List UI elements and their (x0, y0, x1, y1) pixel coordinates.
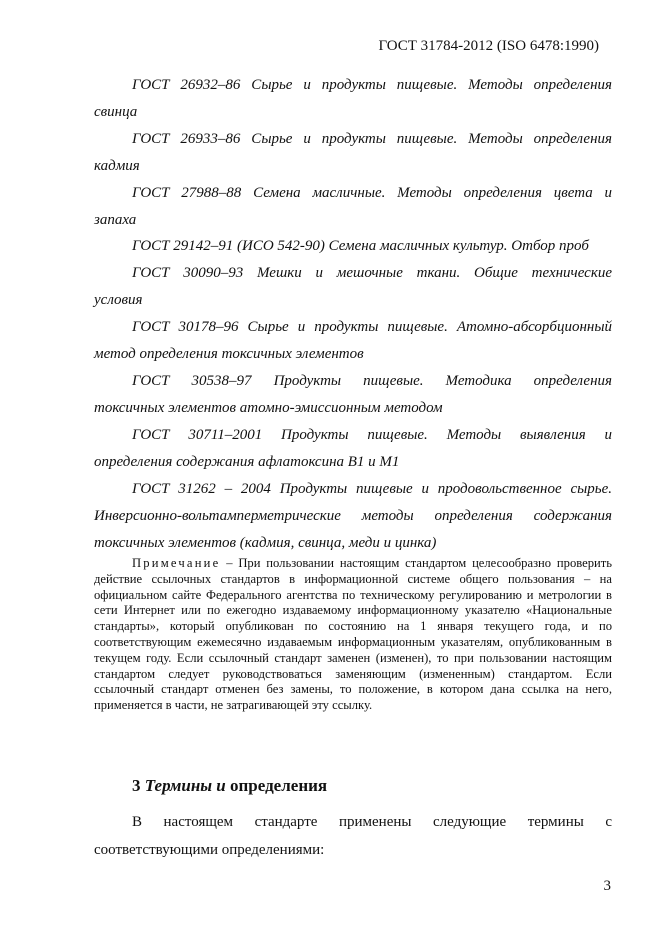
reference-gost-30711 (94, 422, 612, 476)
section-title-rest: определения (230, 776, 328, 795)
reference-line: ГОСТ 26932–86 Сырье и продукты пищевые. Методы определения (132, 77, 612, 93)
section-title-italic: Термины и (144, 776, 226, 795)
reference-gost-26933 (94, 126, 612, 180)
reference-line: свинца (94, 104, 138, 120)
reference-line: ГОСТ 30090–93 Мешки и мешочные ткани. Общие технические (132, 265, 612, 281)
reference-line: токсичных элементов (кадмия, свинца, меди и цинка) (94, 535, 437, 551)
reference-line: кадмия (94, 158, 140, 174)
reference-line: определения содержания афлатоксина В1 и М1 (94, 454, 400, 470)
paragraph-line: В настоящем стандарте применены следующие термины с (132, 814, 612, 830)
reference-gost-29142 (94, 233, 612, 260)
section-paragraph (94, 808, 612, 864)
reference-line: ГОСТ 30178–96 Сырье и продукты пищевые. Атомно-абсорбционный (132, 319, 612, 335)
note-text: – При пользовании настоящим стандартом целесообразно проверить действие ссылочных стандартов в информационной системе общего пользования – на официальном сайте Федерального агентства по техническому регулированию и метрологии в сети Интернет или по ежегодно издаваемому информационному указателю «Национальные стандарты», который опубликован по состоянию на 1 января текущего года, и по соответствующим ежемесячно издаваемым информационным указателям, опубликованным в текущем году. Если ссылочный стандарт заменен (изменен), то при пользовании настоящим стандартом следует руководствоваться заменяющим (измененным) стандартом. Если ссылочный стандарт отменен без замены, то положение, в котором дана ссылка на него, применяется в части, не затрагивающей эту ссылку. (94, 556, 612, 713)
reference-line: ГОСТ 26933–86 Сырье и продукты пищевые. Методы определения (132, 131, 612, 147)
reference-line: ГОСТ 30711–2001 Продукты пищевые. Методы выявления и (132, 427, 612, 443)
note-label: Примечание (132, 556, 221, 570)
note-block (94, 556, 612, 714)
document-header: ГОСТ 31784-2012 (ISO 6478:1990) (378, 38, 599, 54)
reference-line: ГОСТ 29142–91 (ИСО 542-90) Семена масличных культур. Отбор проб (132, 238, 589, 254)
reference-gost-27988 (94, 180, 612, 234)
reference-gost-30090 (94, 260, 612, 314)
reference-line: ГОСТ 31262 – 2004 Продукты пищевые и продовольственное сырье. (132, 481, 612, 497)
reference-gost-31262 (94, 476, 612, 557)
reference-gost-30178 (94, 314, 612, 368)
reference-line: ГОСТ 27988–88 Семена масличные. Методы определения цвета и (132, 185, 612, 201)
reference-line: токсичных элементов атомно-эмиссионным методом (94, 400, 443, 416)
page-number: 3 (603, 878, 611, 894)
section-heading (132, 776, 327, 796)
reference-line: условия (94, 292, 143, 308)
section-number: 3 (132, 776, 141, 795)
reference-gost-26932 (94, 72, 612, 126)
reference-gost-30538 (94, 368, 612, 422)
reference-line: запаха (94, 212, 137, 228)
reference-line: Инверсионно-вольтамперметрические методы определения содержания (94, 508, 612, 524)
reference-line: ГОСТ 30538–97 Продукты пищевые. Методика определения (132, 373, 612, 389)
paragraph-line: соответствующими определениями: (94, 842, 325, 858)
reference-line: метод определения токсичных элементов (94, 346, 364, 362)
